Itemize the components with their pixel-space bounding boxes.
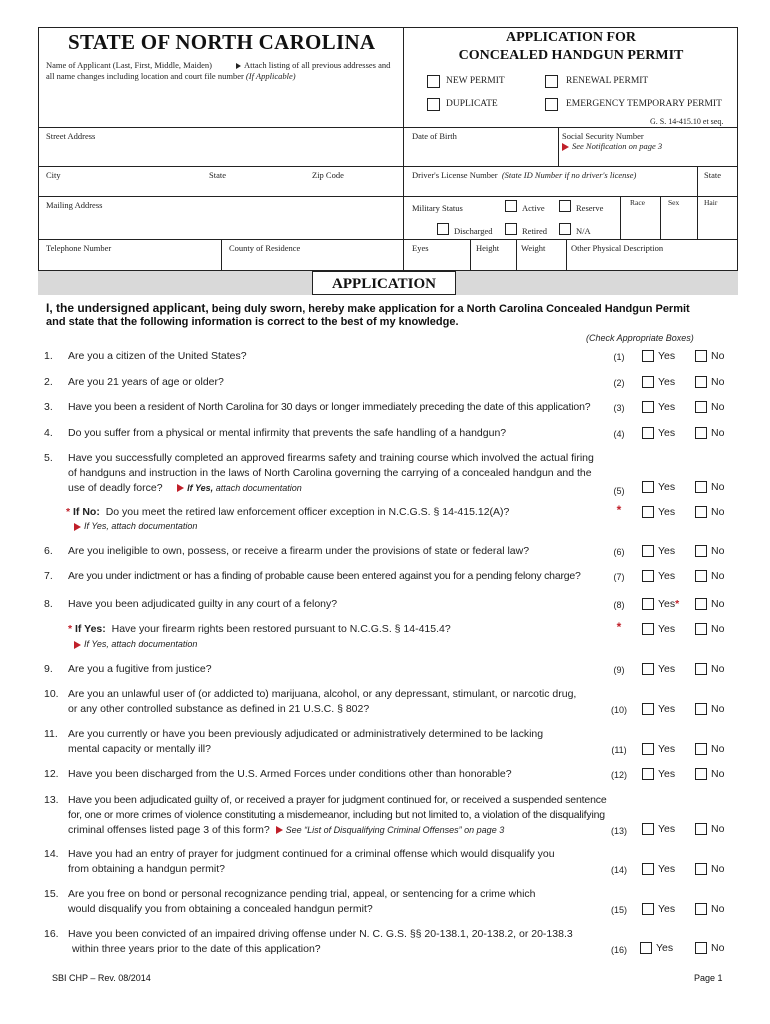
q4-number: 4. (44, 427, 53, 439)
active-checkbox[interactable] (505, 200, 517, 212)
race-label: Race (630, 198, 645, 207)
q9-number: 9. (44, 663, 53, 675)
q7-yes-label: Yes (658, 570, 676, 582)
q2-ref: (2) (613, 378, 625, 388)
check-note: (Check Appropriate Boxes) (586, 333, 694, 343)
col-divider (697, 166, 698, 196)
q5a-note: If Yes, attach documentation (74, 521, 197, 531)
q7-yes-checkbox[interactable] (642, 570, 654, 582)
sex-label: Sex (668, 198, 680, 207)
na-label: N/A (576, 226, 591, 236)
q2-number: 2. (44, 376, 53, 388)
q6-text: Are you ineligible to own, possess, or receive a firearm under the provisions of state or federal law? (68, 545, 530, 557)
q1-yes-label: Yes (658, 350, 676, 362)
q1-ref: (1) (613, 352, 625, 362)
q10-ref: (10) (610, 705, 627, 715)
q11-line-2: mental capacity or mentally ill? (68, 743, 211, 755)
q4-yes-label: Yes (658, 427, 676, 439)
retired-label: Retired (522, 226, 548, 236)
form-title-1: APPLICATION FOR (505, 30, 637, 45)
q6-number: 6. (44, 545, 53, 557)
q1-number: 1. (44, 350, 53, 362)
q15-no-label: No (711, 903, 725, 915)
q8-yes-label: Yes* (658, 598, 680, 610)
reserve-checkbox[interactable] (559, 200, 571, 212)
q13-no-checkbox[interactable] (695, 823, 707, 835)
q6-no-checkbox[interactable] (695, 545, 707, 557)
na-checkbox[interactable] (559, 223, 571, 235)
q10-yes-label: Yes (658, 703, 676, 715)
military-label: Military Status (412, 203, 463, 213)
q14-ref: (14) (610, 865, 627, 875)
q8-number: 8. (44, 598, 53, 610)
q14-line-2: from obtaining a handgun permit? (68, 863, 226, 875)
q3-text: Have you been a resident of North Carolina for 30 days or longer immediately preceding the date of this application? (68, 401, 591, 413)
q5-ref: (5) (613, 486, 625, 496)
q12-no-label: No (711, 768, 725, 780)
q14-yes-label: Yes (658, 863, 676, 875)
q14-line-1: Have you had an entry of prayer for judgment continued for a criminal offense which would disqualify you (68, 848, 555, 860)
q4-yes-checkbox[interactable] (642, 427, 654, 439)
q8-yes-checkbox[interactable] (642, 598, 654, 610)
q7-no-label: No (711, 570, 725, 582)
q2-yes-checkbox[interactable] (642, 376, 654, 388)
col-divider (403, 127, 404, 271)
q13-line-1: Have you been adjudicated guilty of, or received a prayer for judgment continued for, or received a suspended sentence (68, 794, 607, 806)
q5a-no-checkbox[interactable] (695, 506, 707, 518)
q6-yes-label: Yes (658, 545, 676, 557)
q13-line-2: for, one or more crimes of violence constituting a misdemeanor, including but not limited to, a violation of the disqualifying (68, 809, 605, 821)
form-title-2: CONCEALED HANDGUN PERMIT (458, 48, 684, 63)
q16-line-2: within three years prior to the date of this application? (72, 943, 321, 955)
q5-line-3: use of deadly force? If Yes, attach documentation (68, 482, 302, 494)
col-divider (660, 196, 661, 239)
q5-no-label: No (711, 481, 725, 493)
col-divider (221, 239, 222, 271)
q4-no-label: No (711, 427, 725, 439)
gs-citation: G. S. 14-415.10 et seq. (650, 117, 724, 126)
q14-no-checkbox[interactable] (695, 863, 707, 875)
q16-ref: (16) (610, 945, 627, 955)
street-label: Street Address (46, 131, 96, 141)
q11-no-label: No (711, 743, 725, 755)
row-line (38, 166, 738, 167)
q11-yes-checkbox[interactable] (642, 743, 654, 755)
q5-yes-label: Yes (658, 481, 676, 493)
q10-no-checkbox[interactable] (695, 703, 707, 715)
q13-no-label: No (711, 823, 725, 835)
q2-no-checkbox[interactable] (695, 376, 707, 388)
discharged-label: Discharged (454, 226, 493, 236)
q16-line-1: Have you been convicted of an impaired driving offense under N. C. G.S. §§ 20-138.1, 20-138.2, or 20-138.3 (68, 928, 573, 940)
q13-yes-checkbox[interactable] (642, 823, 654, 835)
q15-line-1: Are you free on bond or personal recognizance pending trial, appeal, or sentencing for a crime which (68, 888, 536, 900)
q5a-no-label: No (711, 506, 725, 518)
q3-no-checkbox[interactable] (695, 401, 707, 413)
q15-yes-label: Yes (658, 903, 676, 915)
name-note-2: all name changes including location and court file number (If Applicable) (46, 71, 296, 81)
q8a-yes-label: Yes (658, 623, 676, 635)
q8a-no-checkbox[interactable] (695, 623, 707, 635)
q13-number: 13. (44, 794, 59, 806)
q2-no-label: No (711, 376, 725, 388)
row-line (38, 196, 738, 197)
city-label: City (46, 170, 61, 180)
q11-no-checkbox[interactable] (695, 743, 707, 755)
q7-number: 7. (44, 570, 53, 582)
renewal-permit-checkbox[interactable] (545, 75, 558, 88)
dob-label: Date of Birth (412, 131, 457, 141)
mailing-label: Mailing Address (46, 200, 103, 210)
q12-yes-label: Yes (658, 768, 676, 780)
emergency-checkbox[interactable] (545, 98, 558, 111)
q9-yes-checkbox[interactable] (642, 663, 654, 675)
q15-number: 15. (44, 888, 59, 900)
q1-no-checkbox[interactable] (695, 350, 707, 362)
q3-number: 3. (44, 401, 53, 413)
q15-no-checkbox[interactable] (695, 903, 707, 915)
q10-line-2: or any other controlled substance as defined in 21 U.S.C. § 802? (68, 703, 370, 715)
q11-ref: (11) (611, 745, 627, 755)
q11-line-1: Are you currently or have you been previously adjudicated or administratively determined to be lacking (68, 728, 544, 740)
name-note: Attach listing of all previous addresses and (236, 60, 390, 70)
q16-no-checkbox[interactable] (695, 942, 707, 954)
q13-line-3: criminal offenses listed page 3 of this form? See “List of Disqualifying Criminal Offenses” on page 3 (68, 824, 505, 836)
q7-text: Are you under indictment or has a finding of probable cause been entered against you for a pending felony charge? (68, 570, 581, 582)
q16-number: 16. (44, 928, 59, 940)
q8-no-label: No (711, 598, 725, 610)
row-line (38, 239, 738, 240)
q12-ref: (12) (610, 770, 627, 780)
active-label: Active (522, 203, 545, 213)
application-band-right (456, 271, 738, 295)
dl-label: Driver's License Number (State ID Number if no driver's license) (412, 170, 637, 180)
q14-number: 14. (44, 848, 59, 860)
q10-yes-checkbox[interactable] (642, 703, 654, 715)
intro-line-2: and state that the following information is correct to the best of my knowledge. (46, 316, 459, 328)
county-label: County of Residence (229, 243, 301, 253)
q9-no-checkbox[interactable] (695, 663, 707, 675)
q15-yes-checkbox[interactable] (642, 903, 654, 915)
q3-yes-label: Yes (658, 401, 676, 413)
q5-line-1: Have you successfully completed an approved firearms safety and training course which involved the actual firing (68, 452, 594, 464)
q9-yes-label: Yes (658, 663, 676, 675)
q11-number: 11. (44, 728, 58, 740)
q9-no-label: No (711, 663, 725, 675)
intro-line-1: I, the undersigned applicant, being duly sworn, hereby make application for a North Carolina Concealed Handgun Permit (46, 301, 690, 315)
q12-text: Have you been discharged from the U.S. Armed Forces under conditions other than honorable? (68, 768, 512, 780)
hair-label: Hair (704, 198, 718, 207)
row-line (38, 127, 738, 128)
q5a-yes-checkbox[interactable] (642, 506, 654, 518)
q8-text: Have you been adjudicated guilty in any court of a felony? (68, 598, 338, 610)
ssn-label: Social Security Number (562, 131, 644, 141)
eyes-label: Eyes (412, 243, 429, 253)
q5-no-checkbox[interactable] (695, 481, 707, 493)
q12-number: 12. (44, 768, 59, 780)
other-physical-label: Other Physical Description (571, 243, 664, 253)
col-divider (470, 239, 471, 271)
renewal-permit-label: RENEWAL PERMIT (566, 76, 649, 86)
q2-yes-label: Yes (658, 376, 676, 388)
q16-yes-label: Yes (656, 942, 674, 954)
q8-ref: (8) (613, 600, 625, 610)
new-permit-checkbox[interactable] (427, 75, 440, 88)
q8a-star: * (616, 620, 622, 634)
q5-yes-checkbox[interactable] (642, 481, 654, 493)
q15-line-2: would disqualify you from obtaining a concealed handgun permit? (68, 903, 373, 915)
q1-yes-checkbox[interactable] (642, 350, 654, 362)
footer-revision: SBI CHP – Rev. 08/2014 (52, 973, 151, 983)
q2-text: Are you 21 years of age or older? (68, 376, 224, 388)
q3-ref: (3) (613, 403, 625, 413)
q4-text: Do you suffer from a physical or mental infirmity that prevents the safe handling of a handgun? (68, 427, 507, 439)
footer-page: Page 1 (694, 973, 723, 983)
q5-line-2: of handguns and instruction in the laws of North Carolina governing the carrying of a concealed handgun and the (68, 467, 592, 479)
q12-yes-checkbox[interactable] (642, 768, 654, 780)
q5a-yes-label: Yes (658, 506, 676, 518)
q8a-yes-checkbox[interactable] (642, 623, 654, 635)
name-label: Name of Applicant (Last, First, Middle, Maiden) (46, 60, 212, 70)
weight-label: Weight (521, 243, 546, 253)
application-heading: APPLICATION (312, 271, 456, 295)
q15-ref: (15) (610, 905, 627, 915)
state-title: STATE OF NORTH CAROLINA (68, 30, 376, 54)
q16-yes-checkbox[interactable] (640, 942, 652, 954)
q9-ref: (9) (613, 665, 625, 675)
q13-yes-label: Yes (658, 823, 676, 835)
q7-no-checkbox[interactable] (695, 570, 707, 582)
phone-label: Telephone Number (46, 243, 112, 253)
col-divider (620, 196, 621, 239)
retired-checkbox[interactable] (505, 223, 517, 235)
q4-no-checkbox[interactable] (695, 427, 707, 439)
q14-yes-checkbox[interactable] (642, 863, 654, 875)
duplicate-checkbox[interactable] (427, 98, 440, 111)
state-label: State (209, 170, 226, 180)
col-divider (516, 239, 517, 271)
ssn-note: See Notification on page 3 (562, 141, 662, 151)
q3-yes-checkbox[interactable] (642, 401, 654, 413)
duplicate-label: DUPLICATE (446, 99, 498, 109)
col-divider (566, 239, 567, 271)
q8-no-checkbox[interactable] (695, 598, 707, 610)
q10-no-label: No (711, 703, 725, 715)
q6-no-label: No (711, 545, 725, 557)
q8a-text: * If Yes: Have your firearm rights been restored pursuant to N.C.G.S. § 14-415.4? (68, 623, 451, 635)
new-permit-label: NEW PERMIT (446, 76, 505, 86)
q5a-text: * If No: Do you meet the retired law enforcement officer exception in N.C.G.S. § 14-415.12(A)? (66, 506, 510, 518)
q8a-no-label: No (711, 623, 725, 635)
q6-yes-checkbox[interactable] (642, 545, 654, 557)
q1-no-label: No (711, 350, 725, 362)
emergency-label: EMERGENCY TEMPORARY PERMIT (566, 99, 722, 109)
q12-no-checkbox[interactable] (695, 768, 707, 780)
q7-ref: (7) (613, 572, 625, 582)
q13-ref: (13) (610, 826, 627, 836)
q16-no-label: No (711, 942, 725, 954)
q8a-note: If Yes, attach documentation (74, 639, 197, 649)
application-band-left (38, 271, 312, 295)
zip-label: Zip Code (312, 170, 344, 180)
height-label: Height (476, 243, 500, 253)
q4-ref: (4) (613, 429, 625, 439)
col-divider (697, 196, 698, 239)
col-divider (558, 127, 559, 166)
dl-state-label: State (704, 170, 721, 180)
q10-number: 10. (44, 688, 59, 700)
q10-line-1: Are you an unlawful user of (or addicted to) marijuana, alcohol, or any depressant, stimulant, or narcotic drug, (68, 688, 577, 700)
discharged-checkbox[interactable] (437, 223, 449, 235)
q6-ref: (6) (613, 547, 625, 557)
q11-yes-label: Yes (658, 743, 676, 755)
q3-no-label: No (711, 401, 725, 413)
q1-text: Are you a citizen of the United States? (68, 350, 247, 362)
q14-no-label: No (711, 863, 725, 875)
reserve-label: Reserve (576, 203, 604, 213)
q5a-star: * (616, 503, 622, 517)
q5-number: 5. (44, 452, 53, 464)
q9-text: Are you a fugitive from justice? (68, 663, 212, 675)
